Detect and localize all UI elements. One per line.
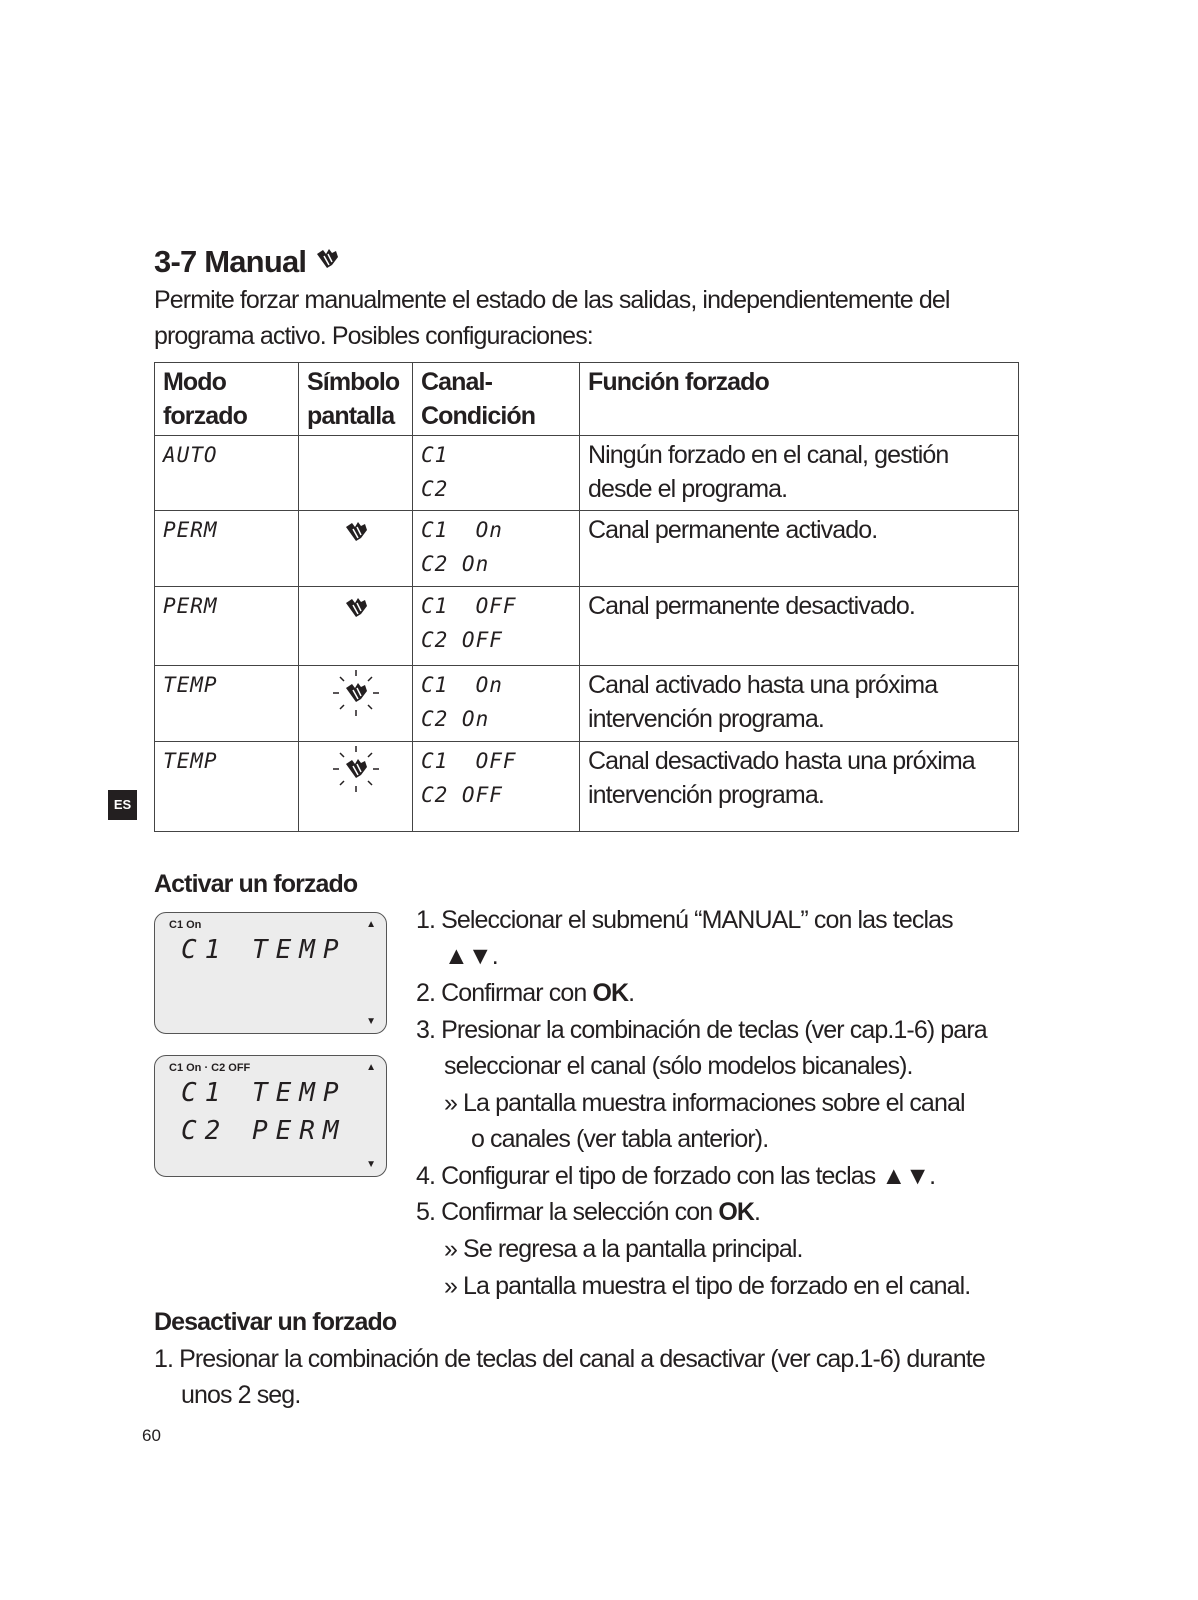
channel-cell: C1 C2 — [413, 436, 580, 511]
step-3-result: » La pantalla muestra informaciones sobre el canal — [444, 1089, 965, 1117]
hand-blink-icon — [343, 680, 369, 715]
forced-mode-table — [154, 362, 1019, 832]
table-row — [155, 666, 1019, 742]
lcd-line-1: C1 TEMP — [181, 1078, 347, 1108]
header-function: Función forzado — [580, 363, 1019, 436]
deactivate-heading: Desactivar un forzado — [154, 1308, 397, 1336]
intro-line-1: Permite forzar manualmente el estado de las salidas, independientemente del — [154, 286, 950, 314]
deactivate-step-1-cont: unos 2 seg. — [181, 1381, 301, 1409]
mode-cell: PERM — [155, 511, 299, 587]
hand-icon — [343, 519, 369, 554]
activate-heading: Activar un forzado — [154, 870, 358, 898]
step-5-result-1: » Se regresa a la pantalla principal. — [444, 1235, 803, 1263]
hand-icon — [343, 595, 369, 630]
up-arrow-icon: ▲ — [366, 1062, 376, 1073]
function-cell: Canal permanente activado. — [580, 511, 1019, 587]
step-3-cont: seleccionar el canal (sólo modelos bicanales). — [444, 1052, 913, 1080]
lcd-screen-2 — [154, 1055, 387, 1177]
lcd-line-1: C1 TEMP — [181, 935, 347, 965]
up-arrow-icon: ▲ — [366, 919, 376, 930]
step-2: 2. Confirmar con OK. — [416, 979, 635, 1007]
table-header — [155, 363, 1019, 436]
channel-cell: C1 On C2 On — [413, 666, 580, 742]
step-1-keys: ▲▼. — [444, 942, 498, 970]
header-channel: Canal- Condición — [413, 363, 580, 436]
down-arrow-icon: ▼ — [366, 1159, 376, 1170]
up-key-icon: ▲ — [881, 1162, 906, 1190]
step-5-result-2: » La pantalla muestra el tipo de forzado en el canal. — [444, 1272, 971, 1300]
down-arrow-icon: ▼ — [366, 1016, 376, 1027]
page-number: 60 — [142, 1426, 161, 1445]
hand-icon — [314, 246, 340, 272]
function-cell: Canal desactivado hasta una próxima intervención programa. — [580, 742, 1019, 832]
symbol-cell — [299, 436, 413, 511]
table-row — [155, 511, 1019, 587]
hand-blink-icon — [343, 756, 369, 791]
step-4: 4. Configurar el tipo de forzado con las teclas ▲▼. — [416, 1162, 936, 1190]
function-cell: Ningún forzado en el canal, gestión desde el programa. — [580, 436, 1019, 511]
symbol-cell — [299, 511, 413, 587]
step-5: 5. Confirmar la selección con OK. — [416, 1198, 761, 1226]
channel-cell: C1 OFF C2 OFF — [413, 587, 580, 666]
table-row — [155, 436, 1019, 511]
channel-cell: C1 On C2 On — [413, 511, 580, 587]
mode-cell: TEMP — [155, 666, 299, 742]
mode-cell: TEMP — [155, 742, 299, 832]
channel-cell: C1 OFF C2 OFF — [413, 742, 580, 832]
symbol-cell — [299, 587, 413, 666]
lcd-line-2: C2 PERM — [181, 1116, 347, 1146]
section-title: 3-7 Manual — [154, 244, 340, 280]
lcd-screen-1 — [154, 912, 387, 1034]
lcd-status: C1 On · C2 OFF — [169, 1062, 251, 1074]
step-1: 1. Seleccionar el submenú “MANUAL” con las teclas — [416, 906, 953, 934]
symbol-cell — [299, 666, 413, 742]
step-3: 3. Presionar la combinación de teclas (ver cap.1-6) para — [416, 1016, 987, 1044]
symbol-cell — [299, 742, 413, 832]
header-symbol: Símbolo pantalla — [299, 363, 413, 436]
lcd-status: C1 On — [169, 919, 202, 931]
table-row — [155, 587, 1019, 666]
header-mode: Modo forzado — [155, 363, 299, 436]
down-key-icon: ▼ — [905, 1162, 930, 1190]
table-row — [155, 742, 1019, 832]
intro-line-2: programa activo. Posibles configuraciones: — [154, 322, 593, 350]
function-cell: Canal permanente desactivado. — [580, 587, 1019, 666]
mode-cell: AUTO — [155, 436, 299, 511]
function-cell: Canal activado hasta una próxima intervención programa. — [580, 666, 1019, 742]
mode-cell: PERM — [155, 587, 299, 666]
down-key-icon: ▼ — [467, 942, 492, 970]
step-3-result-cont: o canales (ver tabla anterior). — [471, 1125, 769, 1153]
language-badge: ES — [108, 790, 137, 820]
up-key-icon: ▲ — [444, 942, 468, 970]
deactivate-step-1: 1. Presionar la combinación de teclas del canal a desactivar (ver cap.1-6) durante — [154, 1345, 985, 1373]
